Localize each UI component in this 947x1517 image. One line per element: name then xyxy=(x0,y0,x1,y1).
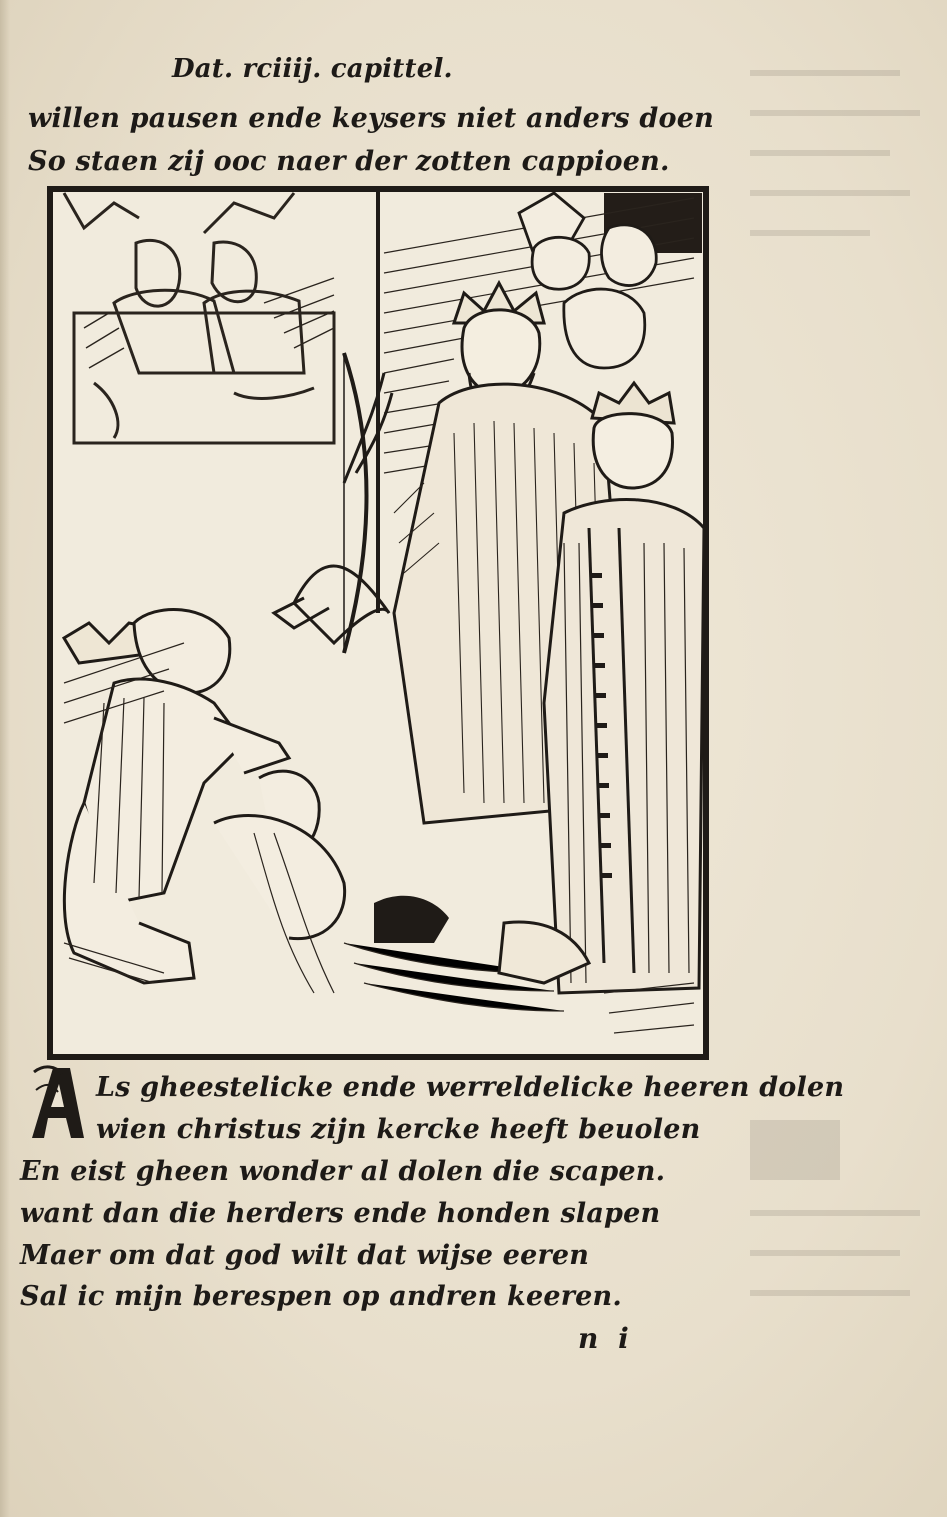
verse-line-5: Maer om dat god wilt dat wijse eeren xyxy=(20,1240,590,1271)
verse-line-2: wien christus zijn kercke heeft beuolen xyxy=(96,1114,701,1145)
verse-line-1: Ls gheestelicke ende werreldelicke heeren dolen xyxy=(96,1072,845,1103)
verse-line-6: Sal ic mijn berespen op andren keeren. xyxy=(20,1281,622,1312)
bleed-through-text xyxy=(740,40,940,1340)
signature-mark: n i xyxy=(578,1322,634,1355)
decorated-initial xyxy=(26,1062,88,1142)
verse-line-4: want dan die herders ende honden slapen xyxy=(20,1198,661,1229)
woodcut-illustration xyxy=(44,183,714,1066)
verse-line-3: En eist gheen wonder al dolen die scapen. xyxy=(20,1156,666,1187)
gutter-shadow xyxy=(0,0,10,1517)
intro-verse-line-1: willen pausen ende keysers niet anders doen xyxy=(28,103,714,134)
chapter-heading: Dat. rciiij. capittel. xyxy=(172,54,453,84)
intro-verse-line-2: So staen zij ooc naer der zotten cappioen. xyxy=(28,146,670,177)
